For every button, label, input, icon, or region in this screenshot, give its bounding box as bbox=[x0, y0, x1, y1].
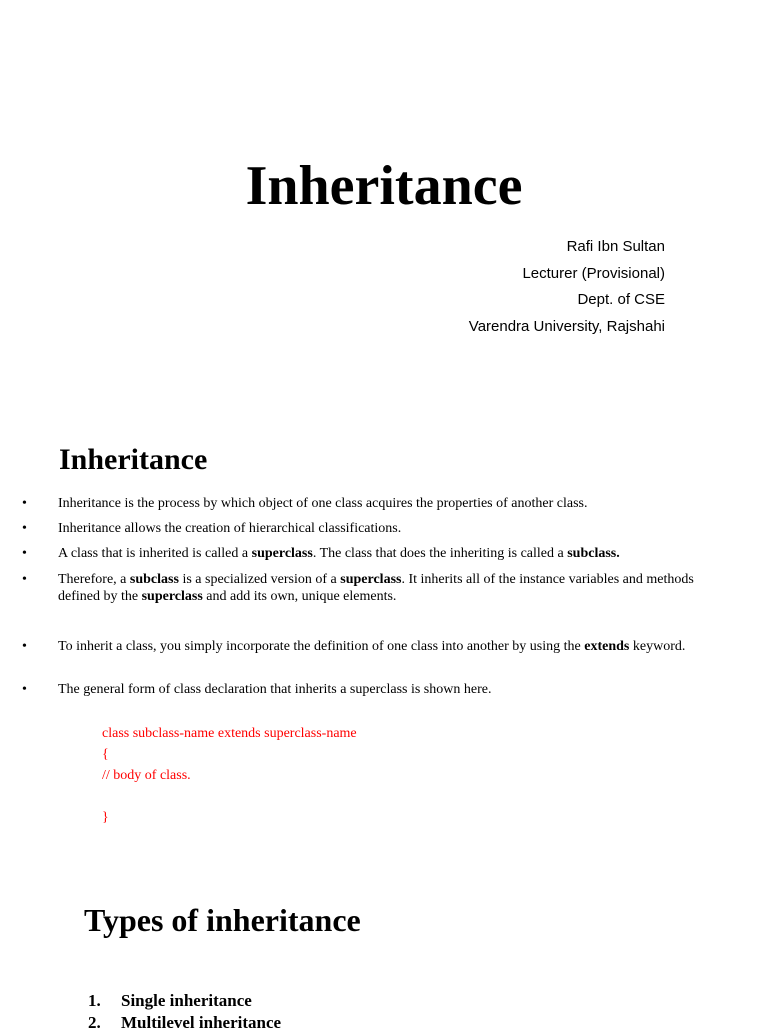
author-name: Rafi Ibn Sultan bbox=[566, 238, 665, 255]
author-position: Lecturer (Provisional) bbox=[522, 264, 665, 282]
text-run: . It inherits all of the instance variables and methods defined by the bbox=[58, 572, 694, 604]
list-label: Multilevel inheritance bbox=[121, 1013, 282, 1032]
bullet-dot: • bbox=[22, 639, 27, 654]
code-line: { bbox=[102, 747, 109, 762]
author-info bbox=[469, 234, 665, 340]
bullet-item bbox=[22, 520, 700, 537]
list-item bbox=[88, 990, 281, 1012]
text-run: . The class that does the inheriting is called a bbox=[312, 546, 568, 561]
bullet-item bbox=[22, 545, 700, 562]
bullet-text bbox=[58, 545, 703, 562]
text-run: is a specialized version of a bbox=[178, 572, 341, 587]
text-run: Inheritance allows the creation of hierarchical classifications. bbox=[58, 521, 402, 536]
bullet-text bbox=[58, 681, 703, 698]
text-run: Therefore, a bbox=[58, 572, 130, 587]
list-number: 2. bbox=[88, 1013, 101, 1032]
bullet-item bbox=[22, 638, 700, 655]
list-item bbox=[88, 1012, 281, 1034]
bullet-item bbox=[22, 571, 700, 605]
text-run: and add its own, unique elements. bbox=[202, 589, 397, 604]
bullet-text bbox=[58, 638, 703, 655]
bullet-dot: • bbox=[22, 572, 27, 587]
document-title: Inheritance bbox=[245, 155, 523, 217]
bullet-dot: • bbox=[22, 521, 27, 536]
code-line: } bbox=[102, 810, 109, 825]
bullet-dot: • bbox=[22, 682, 27, 697]
text-run: The general form of class declaration that inherits a superclass is shown here. bbox=[58, 682, 492, 697]
bold-term: superclass bbox=[251, 546, 313, 561]
code-line bbox=[102, 786, 357, 807]
text-run: keyword. bbox=[629, 639, 686, 654]
text-run: Inheritance is the process by which object of one class acquires the properties of another class. bbox=[58, 496, 588, 511]
bullet-item bbox=[22, 495, 700, 512]
bullet-dot: • bbox=[22, 496, 27, 511]
author-department: Dept. of CSE bbox=[577, 291, 665, 308]
bold-term: subclass bbox=[129, 572, 179, 587]
section-heading-types: Types of inheritance bbox=[84, 902, 361, 938]
section-heading-inheritance: Inheritance bbox=[59, 443, 208, 476]
bold-term: superclass bbox=[141, 589, 203, 604]
text-run: To inherit a class, you simply incorporate the definition of one class into another by using the bbox=[58, 639, 585, 654]
text-run: A class that is inherited is called a bbox=[58, 546, 252, 561]
code-line: class subclass-name extends superclass-name bbox=[102, 726, 357, 741]
list-label: Single inheritance bbox=[121, 991, 252, 1010]
bold-term: superclass bbox=[340, 572, 402, 587]
list-number: 1. bbox=[88, 991, 101, 1010]
bullet-item bbox=[22, 681, 700, 698]
bullet-dot: • bbox=[22, 546, 27, 561]
bullet-text bbox=[58, 571, 703, 605]
code-line: // body of class. bbox=[102, 768, 191, 783]
bold-term: extends bbox=[584, 639, 630, 654]
bullet-text bbox=[58, 520, 703, 537]
numbered-list bbox=[88, 990, 281, 1034]
code-sample bbox=[102, 723, 357, 828]
bold-term: subclass. bbox=[567, 546, 620, 561]
author-university: Varendra University, Rajshahi bbox=[468, 317, 665, 335]
bullet-text bbox=[58, 495, 703, 512]
